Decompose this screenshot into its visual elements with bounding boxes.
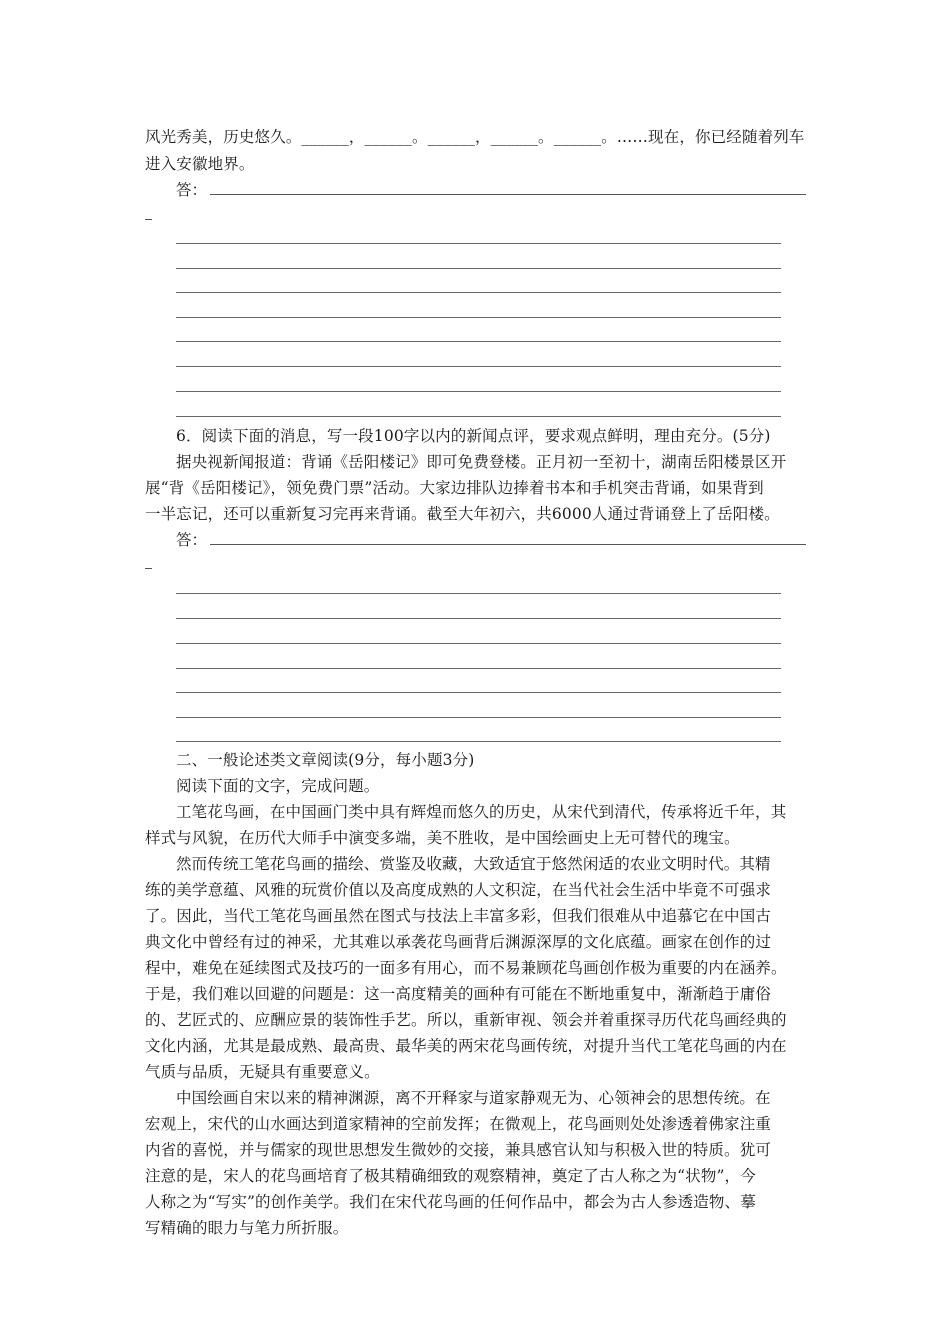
paragraph-line: 典文化中曾经有过的神采，尤其难以承袭花鸟画背后渊源深厚的文化底蕴。画家在创作的过 [145,933,772,951]
paragraph-line: 宏观上，宋代的山水画达到道家精神的空前发挥；在微观上，花鸟画则处处渗透着佛家注重 [145,1115,772,1133]
answer-line[interactable] [176,341,781,342]
paragraph-line: 文化内涵，尤其是最成熟、最高贵、最华美的两宋花鸟画传统，对提升当代工笔花鸟画的内在 [145,1037,787,1055]
paragraph-line: 程中，难免在延续图式及技巧的一面多有用心，而不易兼顾花鸟画创作极为重要的内在涵养。 [145,959,787,977]
answer-line[interactable] [176,268,781,269]
instruction-text: 阅读下面的文字，完成问题。 [176,777,380,795]
paragraph-line: 写精确的眼力与笔力所折服。 [145,1219,349,1237]
answer-line[interactable] [176,317,781,318]
section-heading: 二、一般论述类文章阅读(9分，每小题3分) [176,751,475,769]
answer-line-dash [145,568,152,569]
paragraph-line: 了。因此，当代工笔花鸟画虽然在图式与技法上丰富多彩，但我们很难从中追慕它在中国古 [145,907,772,925]
news-text: 据央视新闻报道：背诵《岳阳楼记》即可免费登楼。正月初一至初十，湖南岳阳楼景区开 [176,453,787,471]
paragraph-line: 练的美学意蕴、风雅的玩赏价值以及高度成熟的人文积淀，在当代社会生活中毕竟不可强求 [145,881,772,899]
paragraph-line: 内省的喜悦，并与儒家的现世思想发生微妙的交接，兼具感官认知与积极入世的特质。犹可 [145,1141,772,1159]
answer-label: 答： [176,181,208,199]
answer-line[interactable] [176,668,781,669]
answer-line[interactable] [176,366,781,367]
answer-line[interactable] [176,692,781,693]
paragraph-line: 样式与风貌，在历代大师手中演变多端，美不胜收，是中国绘画史上无可替代的瑰宝。 [145,829,740,847]
news-text: 一半忘记，还可以重新复习完再来背诵。截至大年初六，共6000人通过背诵登上了岳阳楼。 [145,505,780,523]
answer-line[interactable] [176,243,781,244]
answer-line[interactable] [210,194,806,195]
paragraph-line: 的、艺匠式的、应酬应景的装饰性手艺。所以，重新审视、领会并着重探寻历代花鸟画经典的 [145,1011,787,1029]
question-prompt: 6．阅读下面的消息，写一段100字以内的新闻点评，要求观点鲜明，理由充分。(5分) [176,427,771,445]
answer-line[interactable] [176,416,781,417]
text-line: 风光秀美，历史悠久。______，______。______，______。______。……现在，你已经随着列车 [145,128,805,146]
paragraph-line: 人称之为“写实”的创作美学。我们在宋代花鸟画的任何作品中，都会为古人参透造物、摹 [145,1193,756,1211]
answer-line[interactable] [176,618,781,619]
paragraph-line: 注意的是，宋人的花鸟画培育了极其精确细致的观察精神，奠定了古人称之为“状物”，今 [145,1167,756,1185]
answer-label: 答： [176,531,208,549]
answer-line[interactable] [176,391,781,392]
answer-line-dash [145,219,152,220]
answer-line[interactable] [176,292,781,293]
paragraph-line: 于是，我们难以回避的问题是：这一高度精美的画种有可能在不断地重复中，渐渐趋于庸俗 [145,985,772,1003]
answer-line[interactable] [176,741,781,742]
paragraph-line: 气质与品质，无疑具有重要意义。 [145,1063,380,1081]
paragraph-line: 工笔花鸟画，在中国画门类中具有辉煌而悠久的历史，从宋代到清代，传承将近千年，其 [176,803,787,821]
answer-line[interactable] [176,643,781,644]
text-line: 进入安徽地界。 [145,155,255,173]
news-text: 展“背《岳阳楼记》，领免费门票”活动。大家边排队边捧着书本和手机突击背诵，如果背到 [145,479,764,497]
answer-line[interactable] [210,544,806,545]
answer-line[interactable] [176,717,781,718]
paragraph-line: 然而传统工笔花鸟画的描绘、赏鉴及收藏，大致适宜于悠然闲适的农业文明时代。其精 [176,855,771,873]
paragraph-line: 中国绘画自宋以来的精神渊源，离不开释家与道家静观无为、心领神会的思想传统。在 [176,1089,771,1107]
answer-line[interactable] [176,593,781,594]
